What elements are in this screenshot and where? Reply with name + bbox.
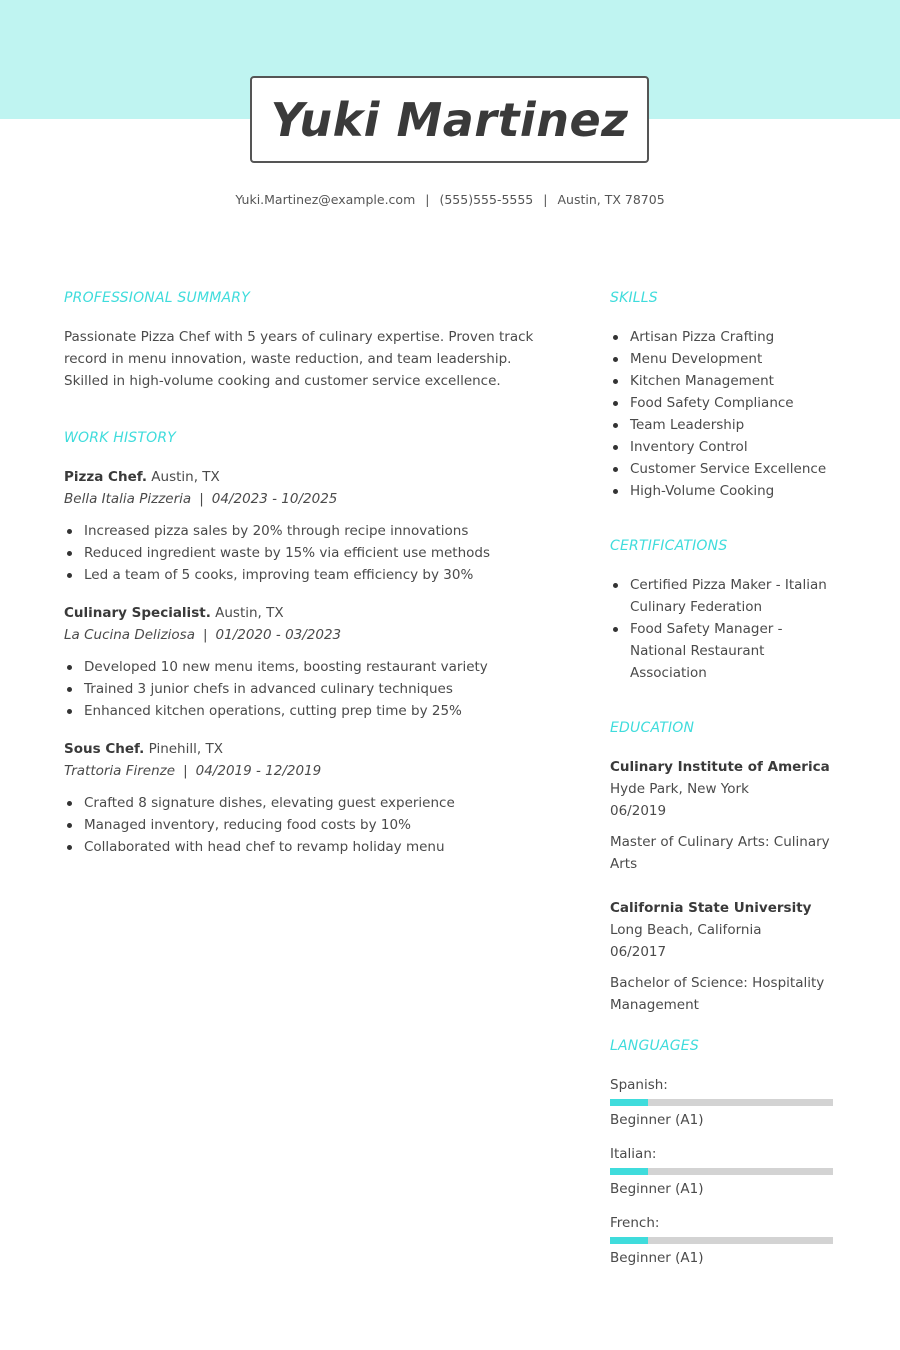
certifications-title: CERTIFICATIONS — [610, 538, 728, 554]
job-company: La Cucina Deliziosa — [64, 627, 195, 643]
language-name: Italian: — [610, 1146, 657, 1162]
job-separator: | — [199, 491, 204, 507]
school-location: Long Beach, California — [610, 922, 762, 938]
job-location: Austin, TX — [151, 469, 220, 485]
contact-email[interactable]: Yuki.Martinez@example.com — [235, 192, 416, 207]
degree: Master of Culinary Arts: Culinary Arts — [610, 834, 830, 872]
main-column — [64, 290, 544, 874]
job-header: Pizza Chef. Austin, TX — [64, 469, 220, 485]
list-item: Developed 10 new menu items, boosting restaurant variety — [64, 656, 544, 678]
summary-section — [64, 290, 544, 392]
list-item: Reduced ingredient waste by 15% via efficient use methods — [64, 542, 544, 564]
job-company: Trattoria Firenze — [64, 763, 176, 779]
job-dates: 04/2019 - 12/2019 — [195, 763, 322, 779]
proficiency-fill — [610, 1168, 648, 1175]
job-separator: | — [202, 627, 208, 643]
degree: Bachelor of Science: Hospitality Management — [610, 975, 825, 1013]
proficiency-fill — [610, 1237, 648, 1244]
contact-phone[interactable]: (555)555-5555 — [439, 192, 534, 207]
school-name: California State University — [610, 900, 812, 916]
graduation-date: 06/2019 — [610, 803, 667, 819]
job-entry — [64, 738, 544, 858]
education-entry — [610, 756, 835, 875]
contact-separator: | — [425, 192, 430, 207]
education-section — [610, 720, 835, 1016]
job-location: Pinehill, TX — [148, 741, 223, 757]
certifications-section — [610, 538, 835, 684]
job-bullets — [64, 792, 544, 858]
list-item: Artisan Pizza Crafting — [610, 326, 835, 348]
proficiency-fill — [610, 1099, 648, 1106]
list-item: Collaborated with head chef to revamp holiday menu — [64, 836, 544, 858]
language-name: French: — [610, 1215, 660, 1231]
proficiency-bar — [610, 1168, 833, 1175]
languages-title: LANGUAGES — [610, 1038, 699, 1054]
proficiency-bar — [610, 1099, 833, 1106]
job-title: Pizza Chef — [64, 469, 142, 485]
job-bullets — [64, 520, 544, 586]
skills-title: SKILLS — [610, 290, 658, 306]
graduation-date: 06/2017 — [610, 944, 667, 960]
job-dates: 01/2020 - 03/2023 — [215, 627, 342, 643]
list-item: Increased pizza sales by 20% through recipe innovations — [64, 520, 544, 542]
job-company-line — [64, 488, 544, 510]
summary-text: Passionate Pizza Chef with 5 years of culinary expertise. Proven track record in menu innovation, waste reduction, and team leadership. Skilled in high-volume cooking and customer service excellence. — [64, 329, 534, 389]
job-separator: | — [183, 763, 188, 779]
job-dates: 04/2023 - 10/2025 — [211, 491, 338, 507]
contact-location: Austin, TX 78705 — [557, 192, 665, 207]
summary-title: PROFESSIONAL SUMMARY — [64, 290, 250, 306]
list-item: Led a team of 5 cooks, improving team efficiency by 30% — [64, 564, 544, 586]
job-header: Culinary Specialist. Austin, TX — [64, 605, 284, 621]
side-column — [610, 290, 835, 1281]
job-company: Bella Italia Pizzeria — [64, 491, 192, 507]
list-item: High-Volume Cooking — [610, 480, 835, 502]
language-level: Beginner (A1) — [610, 1250, 704, 1266]
list-item: Certified Pizza Maker - Italian Culinary Federation — [610, 574, 835, 618]
list-item: Kitchen Management — [610, 370, 835, 392]
job-location: Austin, TX — [215, 605, 284, 621]
language-entry — [610, 1212, 835, 1269]
job-title: Sous Chef — [64, 741, 140, 757]
education-title: EDUCATION — [610, 720, 695, 736]
language-name: Spanish: — [610, 1077, 668, 1093]
list-item: Food Safety Compliance — [610, 392, 835, 414]
work-history-title: WORK HISTORY — [64, 430, 177, 446]
candidate-name: Yuki Martinez — [270, 92, 629, 147]
languages-section — [610, 1038, 835, 1269]
job-bullets — [64, 656, 544, 722]
list-item: Trained 3 junior chefs in advanced culinary techniques — [64, 678, 544, 700]
school-location: Hyde Park, New York — [610, 781, 749, 797]
language-level: Beginner (A1) — [610, 1112, 704, 1128]
name-box — [250, 76, 649, 163]
list-item: Enhanced kitchen operations, cutting prep time by 25% — [64, 700, 544, 722]
list-item: Customer Service Excellence — [610, 458, 835, 480]
job-entry — [64, 466, 544, 586]
certifications-list — [610, 574, 835, 684]
skills-section — [610, 290, 835, 502]
list-item: Team Leadership — [610, 414, 835, 436]
job-entry — [64, 602, 544, 722]
job-header: Sous Chef. Pinehill, TX — [64, 741, 223, 757]
list-item: Managed inventory, reducing food costs by 10% — [64, 814, 544, 836]
list-item: Food Safety Manager - National Restaurant Association — [610, 618, 835, 684]
work-history-section — [64, 430, 544, 858]
education-entry — [610, 897, 835, 1016]
contact-line — [0, 192, 900, 207]
list-item: Menu Development — [610, 348, 835, 370]
contact-separator: | — [543, 192, 548, 207]
language-entry — [610, 1074, 835, 1131]
skills-list — [610, 326, 835, 502]
job-company-line — [64, 760, 544, 782]
job-company-line — [64, 624, 544, 646]
school-name: Culinary Institute of America — [610, 759, 830, 775]
list-item: Crafted 8 signature dishes, elevating guest experience — [64, 792, 544, 814]
language-entry — [610, 1143, 835, 1200]
proficiency-bar — [610, 1237, 833, 1244]
language-level: Beginner (A1) — [610, 1181, 704, 1197]
list-item: Inventory Control — [610, 436, 835, 458]
job-title: Culinary Specialist — [64, 605, 206, 621]
